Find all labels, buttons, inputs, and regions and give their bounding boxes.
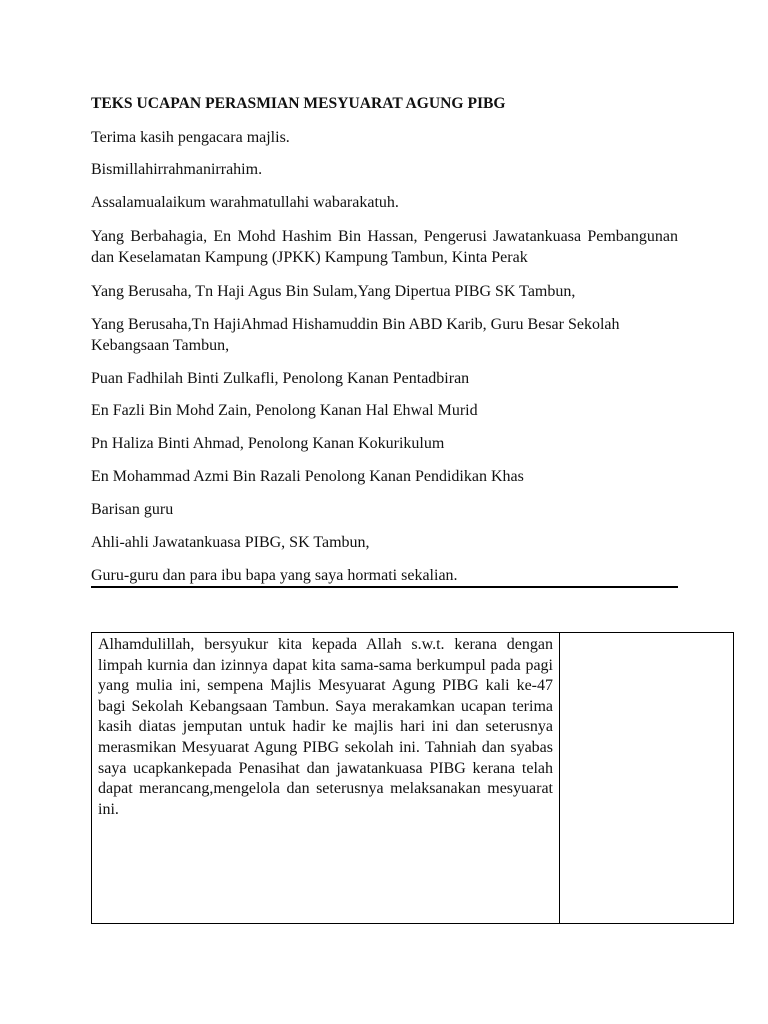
paragraph-pibg-committee: Ahli-ahli Jawatankuasa PIBG, SK Tambun, <box>91 534 370 551</box>
table-cell-empty <box>560 633 733 923</box>
paragraph-jpkk-chair: Yang Berbahagia, En Mohd Hashim Bin Hassan, Pengerusi Jawatankuasa Pembangunan dan Keselamatan Kampung (JPKK) Kampung Tambun, Kinta Perak <box>91 228 678 266</box>
horizontal-rule <box>91 586 678 588</box>
speech-body-text: Alhamdulillah, bersyukur kita kepada Allah s.w.t. kerana dengan limpah kurnia dan izinnya dapat kita sama-sama berkumpul pada pagi yang mulia ini, sempena Majlis Mesyuarat Agung PIBG kali ke-47 bagi Sekolah Kebangsaan Tambun. Saya merakamkan ucapan terima kasih diatas jemputan untuk hadir ke majlis hari ini dan seterusnya merasmikan Mesyuarat Agung PIBG sekolah ini. Tahniah dan syabas saya ucapkankepada Penasihat dan jawatankuasa PIBG kerana telah dapat merancang,mengelola dan seterusnya melaksanakan mesyuarat ini. <box>98 636 553 818</box>
content-table <box>91 632 734 924</box>
paragraph-pibg-president: Yang Berusaha, Tn Haji Agus Bin Sulam,Yang Dipertua PIBG SK Tambun, <box>91 283 576 300</box>
paragraph-bismillah: Bismillahirrahmanirrahim. <box>91 161 263 178</box>
paragraph-admin-assistant: Puan Fadhilah Binti Zulkafli, Penolong Kanan Pentadbiran <box>91 370 470 387</box>
paragraph-cocurriculum: Pn Haliza Binti Ahmad, Penolong Kanan Kokurikulum <box>91 435 445 452</box>
paragraph-student-affairs: En Fazli Bin Mohd Zain, Penolong Kanan Hal Ehwal Murid <box>91 402 478 419</box>
paragraph-audience: Guru-guru dan para ibu bapa yang saya hormati sekalian. <box>91 567 458 584</box>
paragraph-thanks-emcee: Terima kasih pengacara majlis. <box>91 129 290 146</box>
page-title: TEKS UCAPAN PERASMIAN MESYUARAT AGUNG PIBG <box>91 95 506 112</box>
paragraph-special-education: En Mohammad Azmi Bin Razali Penolong Kanan Pendidikan Khas <box>91 468 524 485</box>
paragraph-salam: Assalamualaikum warahmatullahi wabarakatuh. <box>91 194 399 211</box>
table-cell-speech <box>92 633 560 923</box>
paragraph-headmaster: Yang Berusaha,Tn HajiAhmad Hishamuddin Bin ABD Karib, Guru Besar Sekolah Kebangsaan Tambun, <box>91 316 620 354</box>
paragraph-teachers: Barisan guru <box>91 501 174 518</box>
